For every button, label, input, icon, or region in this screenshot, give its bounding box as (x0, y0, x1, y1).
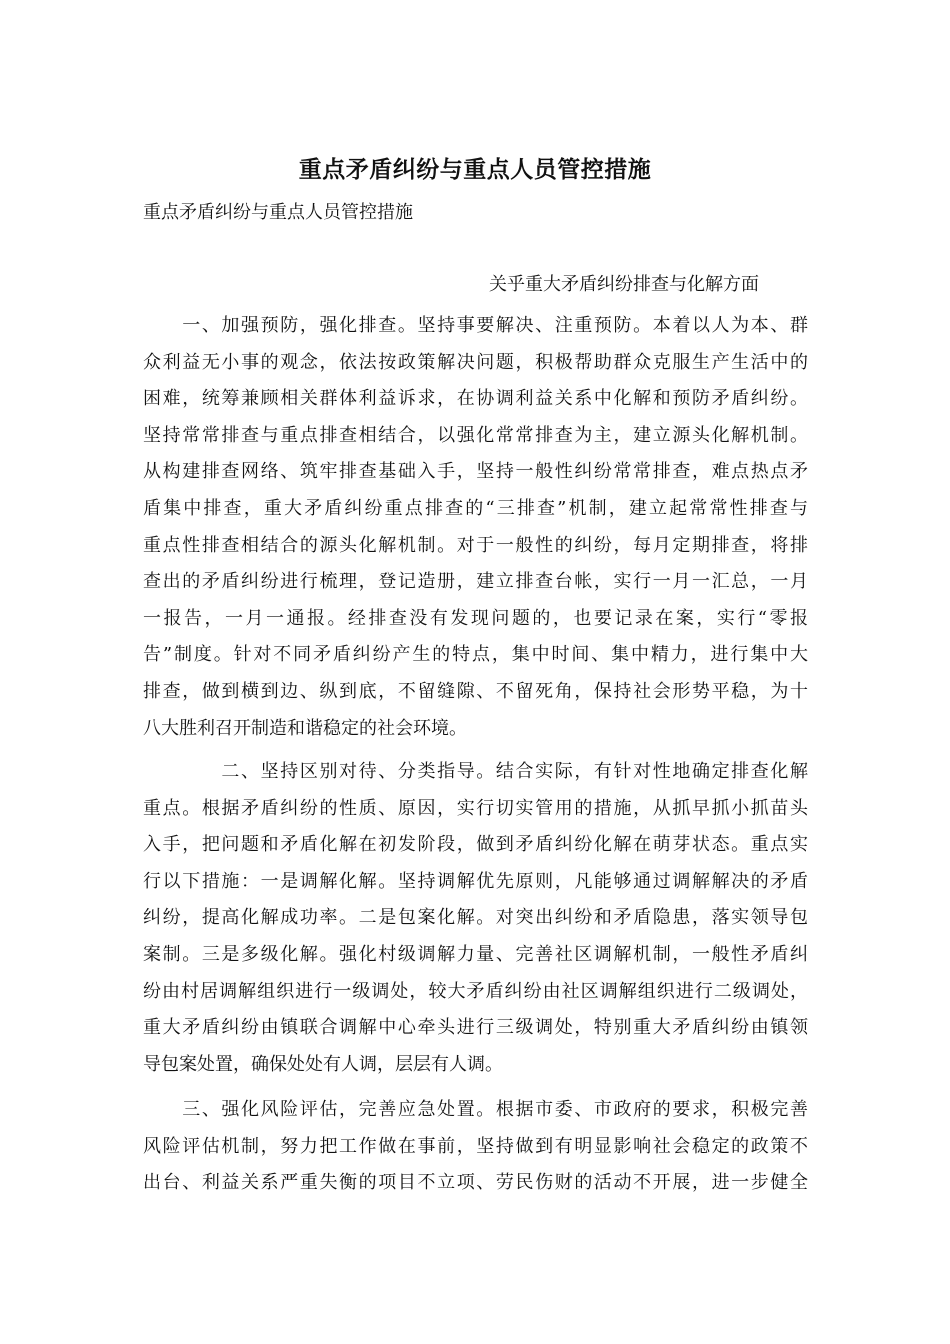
paragraph-line: 排查，做到横到边、纵到底，不留缝隙、不留死角，保持社会形势平稳，为十 (143, 680, 808, 702)
paragraph-line: 困难，统筹兼顾相关群体利益诉求，在协调利益关系中化解和预防矛盾纠纷。 (143, 388, 808, 410)
paragraph-line: 重大矛盾纠纷由镇联合调解中心牵头进行三级调处，特别重大矛盾纠纷由镇领 (143, 1017, 808, 1039)
paragraph-line: 一、加强预防，强化排查。坚持事要解决、注重预防。本着以人为本、群 (143, 315, 808, 336)
paragraph-2 (143, 754, 808, 1083)
paragraph-line: 纠纷，提高化解成功率。二是包案化解。对突出纠纷和矛盾隐患，落实领导包 (143, 907, 808, 929)
paragraph-line: 重点性排查相结合的源头化解机制。对于一般性的纠纷，每月定期排查，将排 (143, 534, 808, 556)
paragraph-line: 行以下措施：一是调解化解。坚持调解优先原则，凡能够通过调解解决的矛盾 (143, 870, 808, 892)
paragraph-line: 三、强化风险评估，完善应急处置。根据市委、市政府的要求，积极完善 (143, 1099, 808, 1120)
paragraph-line: 从构建排查网络、筑牢排查基础入手，坚持一般性纠纷常常排查，难点热点矛 (143, 461, 808, 483)
paragraph-line: 八大胜利召开制造和谐稳定的社会环境。 (143, 717, 467, 739)
paragraph-1 (143, 308, 808, 747)
paragraph-line: 案制。三是多级化解。强化村级调解力量、完善社区调解机制，一般性矛盾纠 (143, 943, 808, 965)
paragraph-line: 导包案处置，确保处处有人调，层层有人调。 (143, 1053, 503, 1075)
paragraph-line: 盾集中排查，重大矛盾纠纷重点排查的“三排查”机制，建立起常常性排查与 (143, 497, 808, 519)
document-title: 重点矛盾纠纷与重点人员管控措施 (298, 156, 652, 183)
paragraph-line: 告”制度。针对不同矛盾纠纷产生的特点，集中时间、集中精力，进行集中大 (143, 644, 808, 666)
paragraph-3 (143, 1092, 808, 1202)
paragraph-line: 纷由村居调解组织进行一级调处，较大矛盾纠纷由社区调解组织进行二级调处， (143, 980, 808, 1002)
paragraph-line: 众利益无小事的观念，依法按政策解决问题，积极帮助群众克服生产生活中的 (143, 351, 808, 373)
section-heading: 关乎重大矛盾纠纷排查与化解方面 (489, 274, 759, 295)
paragraph-line: 风险评估机制，努力把工作做在事前，坚持做到有明显影响社会稳定的政策不 (143, 1135, 808, 1157)
paragraph-line: 入手，把问题和矛盾化解在初发阶段，做到矛盾纠纷化解在萌芽状态。重点实 (143, 834, 808, 856)
paragraph-line: 二、坚持区别对待、分类指导。结合实际，有针对性地确定排查化解 (143, 761, 808, 782)
paragraph-line: 坚持常常排查与重点排查相结合，以强化常常排查为主，建立源头化解机制。 (143, 424, 808, 446)
paragraph-line: 重点。根据矛盾纠纷的性质、原因，实行切实管用的措施，从抓早抓小抓苗头 (143, 797, 808, 819)
document-subtitle: 重点矛盾纠纷与重点人员管控措施 (143, 202, 413, 223)
paragraph-line: 出台、利益关系严重失衡的项目不立项、劳民伤财的活动不开展，进一步健全 (143, 1172, 808, 1194)
paragraph-line: 查出的矛盾纠纷进行梳理，登记造册，建立排查台帐，实行一月一汇总，一月 (143, 571, 808, 593)
paragraph-line: 一报告，一月一通报。经排查没有发现问题的，也要记录在案，实行“零报 (143, 607, 808, 629)
